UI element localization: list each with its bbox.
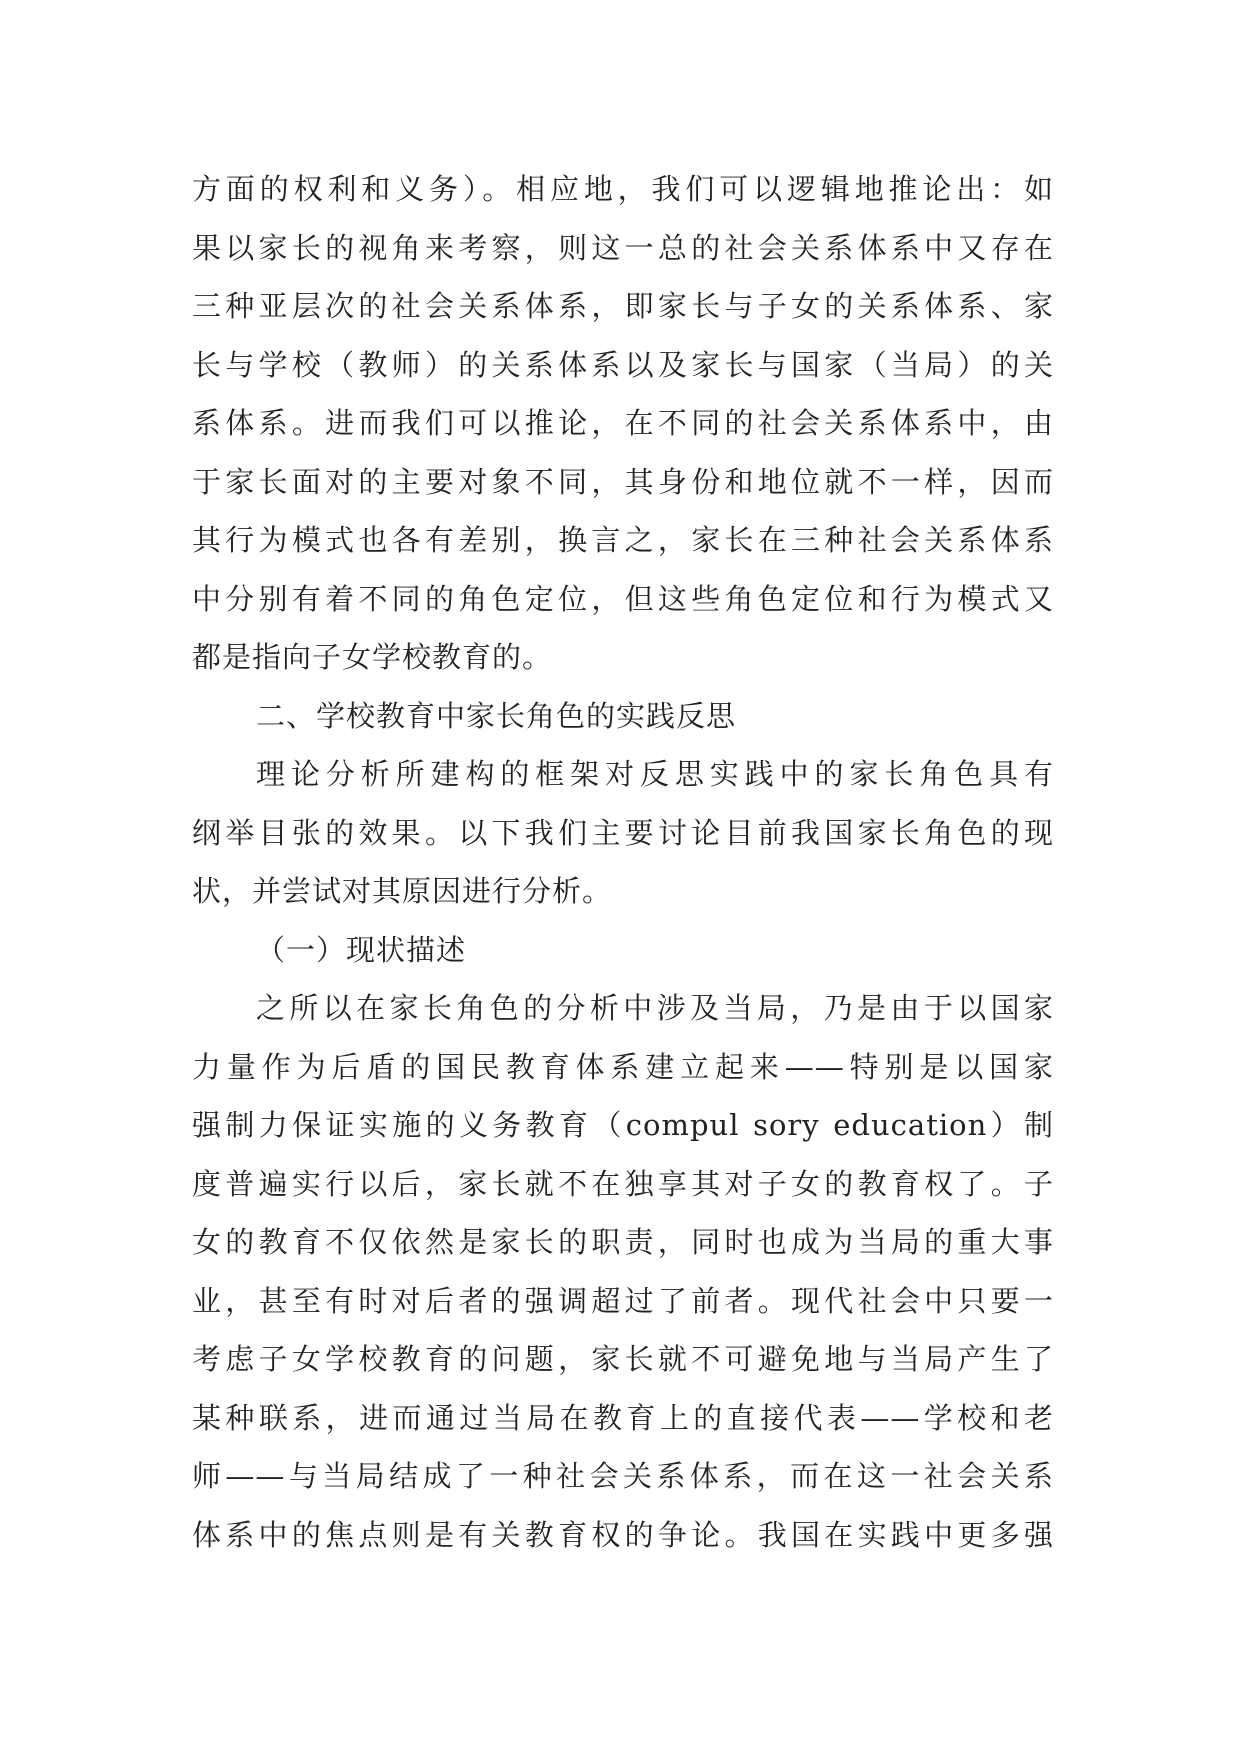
text-line: 状，并尝试对其原因进行分析。 (192, 874, 613, 908)
text-line: 某种联系，进而通过当局在教育上的直接代表——学校和老 (192, 1400, 1054, 1435)
text-line: 果以家长的视角来考察，则这一总的社会关系体系中又存在 (192, 230, 1054, 265)
text-line: 力量作为后盾的国民教育体系建立起来——特别是以国家 (192, 1049, 1054, 1084)
text-line: 长与学校（教师）的关系体系以及家长与国家（当局）的关 (192, 347, 1054, 382)
text-line: 考虑子女学校教育的问题，家长就不可避免地与当局产生了 (192, 1342, 1054, 1376)
text-line: 纲举目张的效果。以下我们主要讨论目前我国家长角色的现 (192, 815, 1054, 850)
text-line: 其行为模式也各有差别，换言之，家长在三种社会关系体系 (192, 523, 1054, 557)
text-line: 度普遍实行以后，家长就不在独享其对子女的教育权了。子 (192, 1166, 1054, 1201)
text-line: 业，甚至有时对后者的强调超过了前者。现代社会中只要一 (192, 1283, 1054, 1318)
text-line: 方面的权利和义务）。相应地，我们可以逻辑地推论出：如 (192, 172, 1054, 206)
text-line: 系体系。进而我们可以推论，在不同的社会关系体系中，由 (192, 406, 1054, 440)
text-line: 之所以在家长角色的分析中涉及当局，乃是由于以国家 (256, 991, 1054, 1025)
text-line: 体系中的焦点则是有关教育权的争论。我国在实践中更多强 (192, 1517, 1054, 1552)
text-line: 强制力保证实施的义务教育（compul sory education）制 (192, 1108, 1054, 1142)
text-line: （一）现状描述 (256, 932, 467, 967)
document-page (192, 160, 1054, 1564)
text-line: 中分别有着不同的角色定位，但这些角色定位和行为模式又 (192, 581, 1054, 616)
text-line: 师——与当局结成了一种社会关系体系，而在这一社会关系 (192, 1459, 1054, 1493)
text-line: 二、学校教育中家长角色的实践反思 (256, 698, 737, 733)
text-line: 女的教育不仅依然是家长的职责，同时也成为当局的重大事 (192, 1225, 1054, 1259)
text-line: 理论分析所建构的框架对反思实践中的家长角色具有 (256, 757, 1054, 791)
text-line: 都是指向子女学校教育的。 (192, 640, 553, 674)
text-line: 于家长面对的主要对象不同，其身份和地位就不一样，因而 (192, 464, 1054, 499)
text-line: 三种亚层次的社会关系体系，即家长与子女的关系体系、家 (192, 289, 1054, 323)
